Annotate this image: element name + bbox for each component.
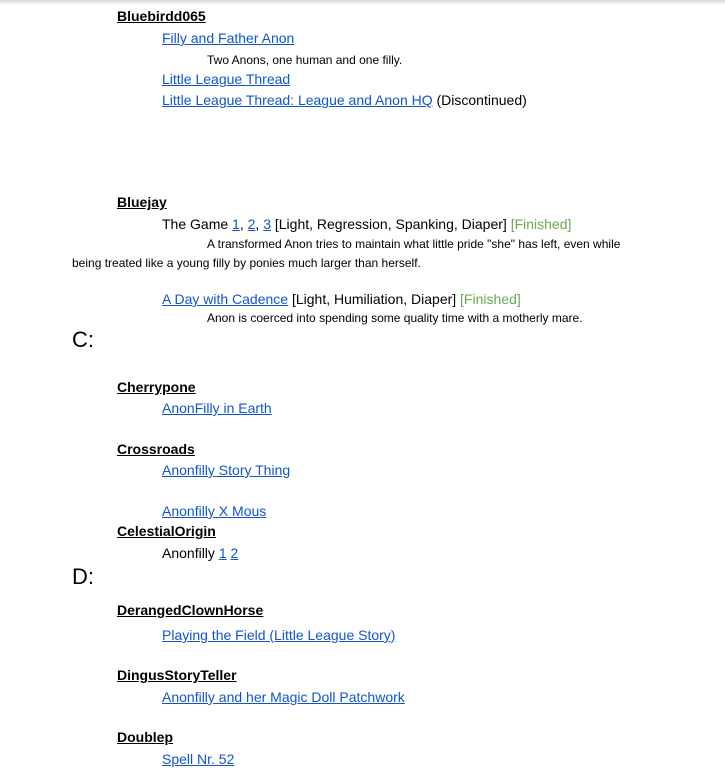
story-entry — [162, 626, 395, 644]
author-derangedclownhorse: DerangedClownHorse — [117, 602, 264, 618]
story-entry-the-game: The Game 1, 2, 3 [Light, Regression, Spanking, Diaper] [Finished] — [162, 216, 572, 232]
story-note: (Discontinued) — [436, 92, 527, 108]
author-cherrypone: Cherrypone — [117, 379, 196, 395]
story-part-link-3[interactable]: 3 — [263, 216, 271, 232]
section-heading-d: D: — [72, 564, 94, 589]
status-finished: [Finished] — [460, 291, 521, 307]
status-finished: [Finished] — [510, 216, 572, 232]
story-entry — [162, 399, 272, 417]
author-crossroads: Crossroads — [117, 441, 195, 457]
story-link-anonfilly-in-earth[interactable]: AnonFilly in Earth — [162, 400, 272, 416]
story-part-link-1[interactable]: 1 — [218, 545, 227, 561]
story-entry — [162, 91, 527, 109]
story-part-link-2[interactable]: 2 — [247, 216, 256, 232]
author-bluejay: Bluejay — [117, 194, 167, 210]
story-part-link-2[interactable]: 2 — [230, 545, 239, 561]
author-bluebirdd065: Bluebirdd065 — [117, 8, 206, 24]
author-doublep: Doublep — [117, 729, 173, 745]
story-title: Anonfilly — [162, 545, 215, 561]
story-entry-day-with-cadence — [162, 290, 521, 308]
story-entry — [162, 29, 294, 47]
author-celestialorigin: CelestialOrigin — [117, 523, 216, 539]
story-link-anonfilly-story-thing[interactable]: Anonfilly Story Thing — [162, 462, 291, 478]
story-description: Two Anons, one human and one filly. — [207, 53, 403, 67]
story-tags: [Light, Humiliation, Diaper] — [291, 291, 457, 307]
story-entry — [162, 750, 234, 768]
story-description: Anon is coerced into spending some quality time with a motherly mare. — [207, 311, 583, 325]
story-link-spell-nr-52[interactable]: Spell Nr. 52 — [162, 751, 235, 767]
story-link-filly-and-father-anon[interactable]: Filly and Father Anon — [162, 30, 295, 46]
story-part-link-1[interactable]: 1 — [232, 216, 240, 232]
author-dingusstoryteller: DingusStoryTeller — [117, 667, 237, 683]
story-link-a-day-with-cadence[interactable]: A Day with Cadence — [162, 291, 289, 307]
story-link-league-and-anon-hq[interactable]: Little League Thread: League and Anon HQ — [162, 92, 433, 108]
story-description: A transformed Anon tries to maintain what little pride "she" has left, even while being treated like a young filly by ponies much larger than herself. — [72, 237, 621, 270]
story-title: The Game — [162, 216, 229, 232]
story-entry — [162, 544, 238, 562]
story-link-little-league-thread[interactable]: Little League Thread — [162, 71, 291, 87]
story-tags: [Light, Regression, Spanking, Diaper] — [274, 216, 507, 232]
story-entry — [162, 461, 290, 479]
story-entry — [162, 502, 266, 520]
story-entry — [162, 70, 290, 88]
story-link-playing-the-field[interactable]: Playing the Field (Little League Story) — [162, 627, 396, 643]
story-entry — [162, 688, 405, 706]
section-heading-c: C: — [72, 327, 94, 352]
story-link-anonfilly-x-mous[interactable]: Anonfilly X Mous — [162, 503, 267, 519]
top-shadow — [0, 0, 725, 5]
story-link-magic-doll-patchwork[interactable]: Anonfilly and her Magic Doll Patchwork — [162, 689, 405, 705]
